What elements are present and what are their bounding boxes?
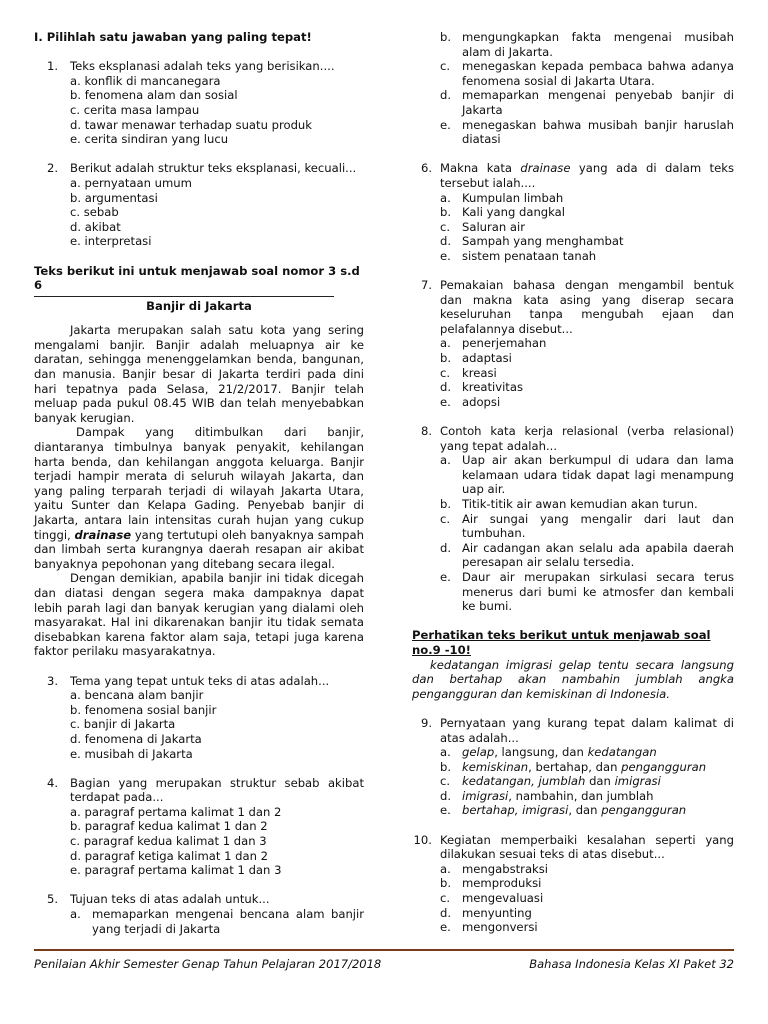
question-number: 6. (420, 161, 432, 176)
question-text: Pemakaian bahasa dengan mengambil bentuk dan makna kata asing yang diserap secara keseluruhan tanpa mengubah ejaan dan pelafalannya disebut... (440, 278, 734, 336)
option: c. sebab (70, 205, 119, 220)
option: d. Air cadangan akan selalu ada apabila daerah peresapan air selalu tersedia. (440, 540, 734, 570)
question-9 (412, 716, 734, 745)
option: a. Kumpulan limbah (440, 190, 564, 205)
question-number: 8. (420, 424, 432, 439)
question-10 (412, 833, 734, 862)
question-number: 2. (46, 161, 58, 176)
question-text: Contoh kata kerja relasional (verba relasional) yang tepat adalah... (440, 424, 734, 453)
option: b. Kali yang dangkal (440, 205, 565, 220)
option: a. bencana alam banjir (70, 688, 204, 703)
option: e. sistem penataan tanah (440, 248, 597, 263)
option: d. fenomena di Jakarta (70, 731, 202, 746)
passage-2-intro: Perhatikan teks berikut untuk menjawab soal no.9 -10! (412, 628, 711, 657)
question-number: 4. (46, 775, 58, 790)
option: d. Sampah yang menghambat (440, 234, 624, 249)
footer-right-text: Bahasa Indonesia Kelas XI Paket 32 (529, 957, 734, 971)
option: b. memproduksi (440, 876, 542, 891)
option: e. cerita sindiran yang lucu (70, 132, 229, 147)
italic-term: drainase (74, 527, 132, 542)
option: b. fenomena sosial banjir (70, 702, 217, 717)
question-text: Teks eksplanasi adalah teks yang berisikan.... (70, 59, 335, 74)
passage-title: Banjir di Jakarta (146, 298, 252, 313)
section-heading: I. Pilihlah satu jawaban yang paling tepat! (34, 30, 312, 44)
option: a. mengabstraksi (440, 861, 549, 876)
divider (34, 296, 334, 297)
option: e. Daur air merupakan sirkulasi secara terus menerus dari bumi ke atmosfer dan kembali ke bumi. (440, 569, 734, 614)
italic-term: drainase (520, 161, 571, 176)
option: d. menyunting (440, 905, 532, 920)
option: b. paragraf kedua kalimat 1 dan 2 (70, 819, 268, 834)
option: b. fenomena alam dan sosial (70, 88, 238, 103)
option: c. mengevaluasi (440, 891, 544, 906)
option: a. konflik di mancanegara (70, 73, 221, 88)
question-1 (34, 59, 364, 74)
option: a. memaparkan mengenai bencana alam banjir yang terjadi di Jakarta (70, 907, 364, 936)
option: d. imigrasi, nambahin, dan jumblah (440, 788, 654, 803)
right-column (412, 30, 734, 935)
question-6 (412, 161, 734, 190)
option: e. adopsi (440, 394, 501, 409)
option: e. interpretasi (70, 234, 152, 249)
question-number: 5. (46, 892, 58, 907)
option: e. musibah di Jakarta (70, 746, 193, 761)
option: b. kemiskinan, bertahap, dan pengangguran (440, 759, 707, 774)
option: e. menegaskan bahwa musibah banjir haruslah diatasi (440, 117, 734, 147)
option: b. adaptasi (440, 351, 512, 366)
question-number: 9. (420, 715, 432, 730)
option: a. pernyataan umum (70, 175, 192, 190)
question-text: Kegiatan memperbaiki kesalahan seperti yang dilakukan sesuai teks di atas disebut... (440, 832, 734, 862)
question-2 (34, 161, 364, 176)
option: b. mengungkapkan fakta mengenai musibah alam di Jakarta. (440, 30, 734, 59)
option: c. Air sungai yang mengalir dari laut dan tumbuhan. (440, 511, 734, 541)
option: c. kedatangan, jumblah dan imigrasi (440, 774, 661, 789)
question-text: Tujuan teks di atas adalah untuk... (70, 892, 270, 907)
question-4 (34, 776, 364, 805)
option: a. Uap air akan berkumpul di udara dan lama kelamaan udara tidak dapat lagi menampung uap air. (440, 453, 734, 497)
option: c. paragraf kedua kalimat 1 dan 3 (70, 834, 267, 849)
option: c. menegaskan kepada pembaca bahwa adanya fenomena sosial di Jakarta Utara. (440, 59, 734, 88)
option: d. paragraf ketiga kalimat 1 dan 2 (70, 848, 269, 863)
question-7 (412, 278, 734, 336)
option: c. banjir di Jakarta (70, 717, 176, 732)
passage-paragraph-2: Dampak yang ditimbulkan dari banjir, diantaranya timbulnya banyak penyakit, kehilangan harta benda, dan kehilangan anggota keluarga. Banjir terjadi hampir merata di seluruh wilayah Jakarta, dan yang paling terparah terjadi di wilayah Jakarta Utara, yaitu Sunter dan Kelapa Gading. Penyebab banjir di Jakarta, antara lain intensitas curah hujan yang cukup tinggi, drainase yang tertutupi oleh banyaknya sampah dan limbah serta kurangnya daerah resapan air akibat banyaknya pepohonan yang ditebang secara ilegal. (34, 425, 364, 571)
question-number: 10. (413, 832, 432, 847)
question-number: 7. (420, 278, 432, 293)
option: a. gelap, langsung, dan kedatangan (440, 745, 657, 760)
passage-intro: Teks berikut ini untuk menjawab soal nomor 3 s.d 6 (34, 263, 360, 293)
option: c. kreasi (440, 365, 497, 380)
option: a. penerjemahan (440, 336, 547, 351)
footer-divider (34, 949, 734, 951)
left-column (34, 30, 364, 936)
option: c. Saluran air (440, 219, 526, 234)
passage-paragraph-1: Jakarta merupakan salah satu kota yang sering mengalami banjir. Banjir adalah meluapnya air ke daratan, sehingga menenggelamkan benda, bangunan, dan manusia. Banjir besar di Jakarta terdiri pada dini hari tepatnya pada Selasa, 21/2/2017. Banjir telah meluap pada pukul 08.45 WIB dan telah menyebabkan banyak kerugian. (34, 323, 364, 425)
question-number: 1. (46, 59, 58, 74)
question-text: Tema yang tepat untuk teks di atas adalah... (70, 673, 330, 688)
question-5 (34, 892, 364, 907)
question-text: Pernyataan yang kurang tepat dalam kalimat di atas adalah... (440, 715, 734, 745)
question-text: Makna kata drainase yang ada di dalam teks tersebut ialah.... (440, 161, 734, 190)
question-text: Berikut adalah struktur teks eksplanasi, kecuali... (70, 161, 357, 176)
option: e. paragraf pertama kalimat 1 dan 3 (70, 863, 282, 878)
option: d. tawar menawar terhadap suatu produk (70, 117, 312, 132)
option: b. Titik-titik air awan kemudian akan turun. (440, 497, 698, 511)
option: e. mengonversi (440, 920, 538, 935)
option: d. akibat (70, 219, 121, 234)
passage-paragraph-3: Dengan demikian, apabila banjir ini tidak dicegah dan diatasi dengan segera maka dampaknya dapat lebih parah lagi dan banyak kerugian yang dialami oleh masyarakat. Hal ini dikarenakan banjir itu tidak semata disebabkan karena faktor alam saja, tetapi juga karena faktor perilaku masyarakatnya. (34, 571, 364, 659)
question-3 (34, 674, 364, 689)
question-text: Bagian yang merupakan struktur sebab akibat terdapat pada... (70, 775, 364, 805)
passage-2-text: kedatangan imigrasi gelap tentu secara langsung dan bertahap akan nambahin jumblah angka pengangguran dan kemiskinan di Indonesia. (412, 657, 734, 701)
option: a. paragraf pertama kalimat 1 dan 2 (70, 804, 282, 819)
question-8 (412, 424, 734, 453)
option: c. cerita masa lampau (70, 102, 200, 117)
option: e. bertahap, imigrasi, dan pengangguran (440, 803, 687, 818)
question-number: 3. (46, 673, 58, 688)
option: b. argumentasi (70, 190, 158, 205)
option: d. memaparkan mengenai penyebab banjir di Jakarta (440, 88, 734, 117)
option: d. kreativitas (440, 380, 524, 395)
footer-left-text: Penilaian Akhir Semester Genap Tahun Pelajaran 2017/2018 (34, 957, 382, 971)
